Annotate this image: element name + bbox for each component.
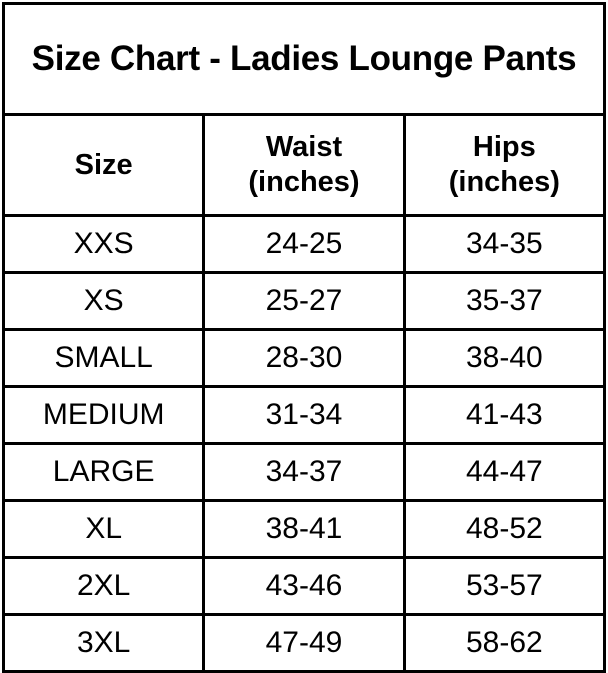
- cell-waist: 47-49: [204, 615, 404, 672]
- cell-waist: 28-30: [204, 330, 404, 387]
- table-row: [4, 501, 605, 558]
- cell-waist: 24-25: [204, 216, 404, 273]
- cell-hips: 38-40: [404, 330, 604, 387]
- column-header-size-line1: Size: [74, 148, 133, 181]
- column-header-hips-line1: Hips: [472, 131, 536, 164]
- cell-waist: 34-37: [204, 444, 404, 501]
- column-header-waist-line2: (inches): [248, 166, 360, 198]
- cell-hips: 53-57: [404, 558, 604, 615]
- table-row: [4, 273, 605, 330]
- cell-hips: 34-35: [404, 216, 604, 273]
- size-chart-container: [0, 2, 608, 659]
- table-row: [4, 444, 605, 501]
- column-header-waist-line1: Waist: [265, 131, 343, 164]
- cell-size: XXS: [4, 216, 204, 273]
- cell-size: XS: [4, 273, 204, 330]
- cell-size: 2XL: [4, 558, 204, 615]
- column-header-waist: [204, 115, 404, 216]
- cell-hips: 41-43: [404, 387, 604, 444]
- column-header-hips-line2: (inches): [448, 166, 560, 198]
- cell-hips: 35-37: [404, 273, 604, 330]
- cell-hips: 48-52: [404, 501, 604, 558]
- cell-hips: 44-47: [404, 444, 604, 501]
- table-row: [4, 615, 605, 672]
- cell-waist: 25-27: [204, 273, 404, 330]
- cell-waist: 43-46: [204, 558, 404, 615]
- table-row: [4, 330, 605, 387]
- cell-hips: 58-62: [404, 615, 604, 672]
- cell-waist: 38-41: [204, 501, 404, 558]
- size-chart-table: [2, 2, 606, 673]
- cell-size: SMALL: [4, 330, 204, 387]
- cell-size: MEDIUM: [4, 387, 204, 444]
- cell-size: XL: [4, 501, 204, 558]
- column-header-size: [4, 115, 204, 216]
- page-title: Size Chart - Ladies Lounge Pants: [4, 4, 605, 115]
- cell-size: 3XL: [4, 615, 204, 672]
- table-row: [4, 216, 605, 273]
- cell-size: LARGE: [4, 444, 204, 501]
- table-row: [4, 558, 605, 615]
- cell-waist: 31-34: [204, 387, 404, 444]
- header-row: [4, 115, 605, 216]
- table-row: [4, 387, 605, 444]
- title-row: [4, 4, 605, 115]
- column-header-hips: [404, 115, 604, 216]
